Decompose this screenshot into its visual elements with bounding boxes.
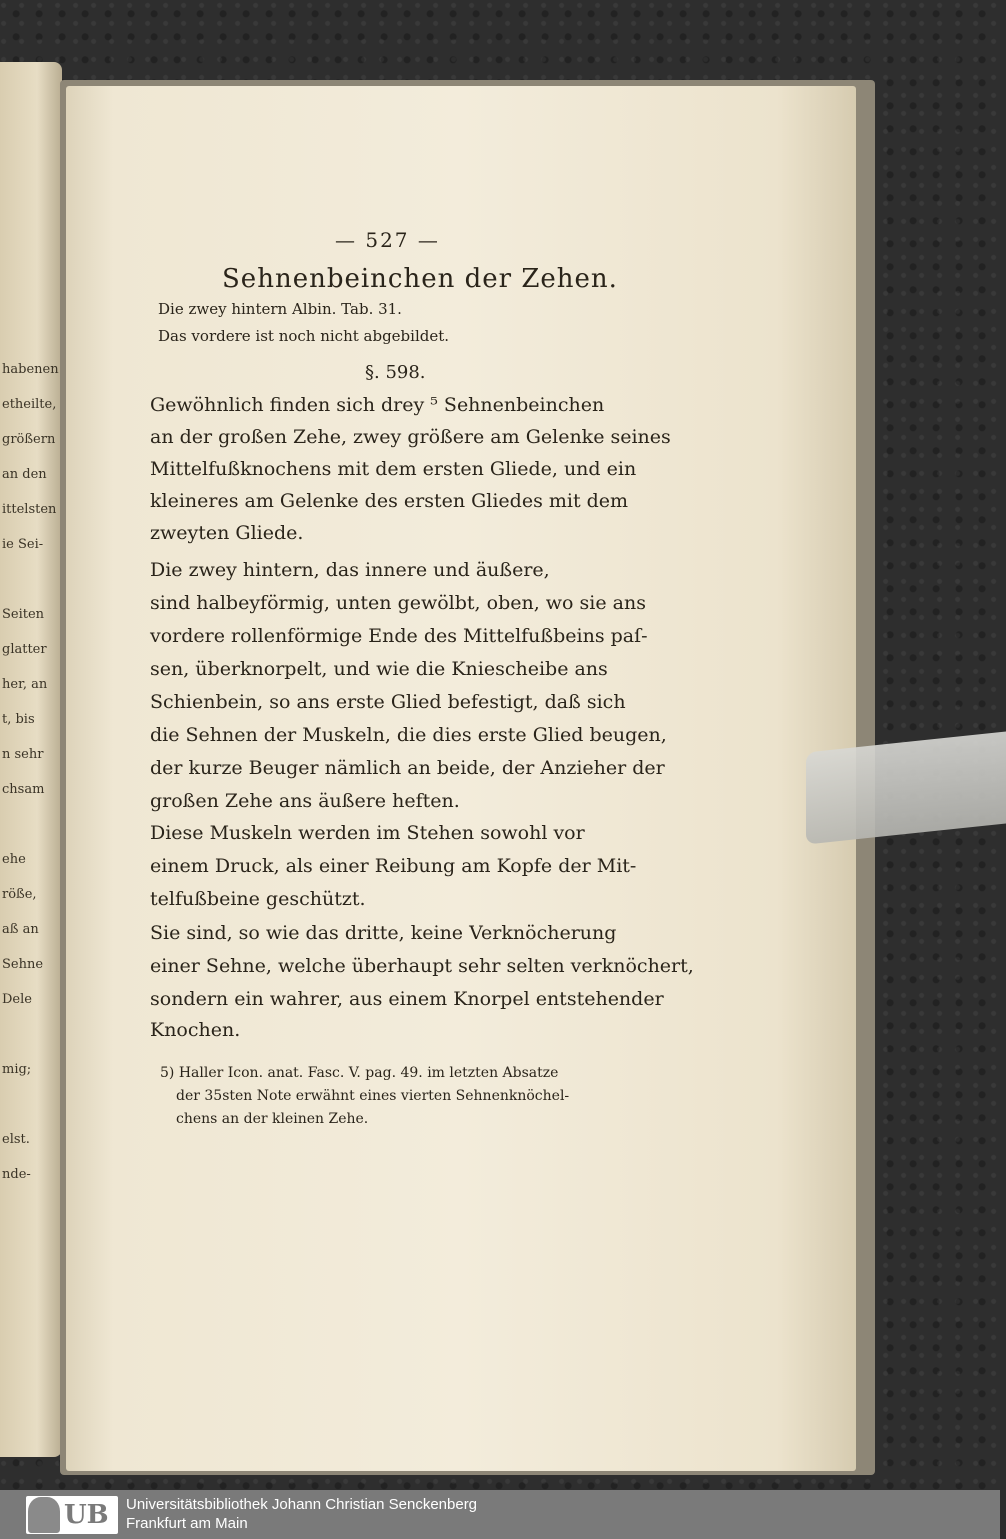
body-line: Knochen. [150,1019,241,1041]
body-line: einem Druck, als einer Reibung am Kopfe der Mit- [150,855,637,877]
previous-page-fragment: aß an [2,922,39,937]
previous-page-fragment: t, bis [2,712,35,727]
previous-page-fragment: an den [2,467,47,482]
body-line: kleineres am Gelenke des ersten Gliedes mit dem [150,490,629,512]
previous-page-fragment [2,1087,48,1122]
body-line: Sie sind, so wie das dritte, keine Verknöcherung [150,922,617,944]
library-footer [0,1490,1000,1539]
previous-page-fragment: Sehne [2,957,44,972]
previous-page-fragment: elst. [2,1132,30,1147]
previous-page-edge [0,62,62,1457]
library-logo [26,1496,118,1534]
previous-page-fragment: n sehr [2,747,44,762]
body-line: sondern ein wahrer, aus einem Knorpel entstehender [150,988,664,1010]
library-location: Frankfurt am Main [126,1515,248,1532]
page-number: — 527 — [335,228,440,252]
body-line: Die zwey hintern, das innere und äußere, [150,559,550,581]
previous-page-fragment: glatter [2,642,47,657]
library-name: Universitätsbibliothek Johann Christian Senckenberg [126,1496,478,1513]
logo-text: UB [64,1500,109,1530]
footnote-line: chens an der kleinen Zehe. [176,1111,369,1127]
previous-page-fragment: Dele [2,992,32,1007]
body-line: Mittelfußknochens mit dem ersten Gliede, und ein [150,458,637,480]
footnote-line: 5) Haller Icon. anat. Fasc. V. pag. 49. im letzten Absatze [160,1065,559,1081]
previous-page-fragment: her, an [2,677,48,692]
previous-page-fragment [2,807,48,842]
subtitle-line: Die zwey hintern Albin. Tab. 31. [158,300,402,318]
body-line: Diese Muskeln werden im Stehen sowohl vor [150,822,585,844]
body-line: vordere rollenförmige Ende des Mittelfußbeins paſ- [150,625,648,647]
body-line: sen, überknorpelt, und wie die Kniescheibe ans [150,658,608,680]
previous-page-fragment: Seiten [2,607,45,622]
body-line: an der großen Zehe, zwey größere am Gelenke seines [150,426,671,448]
body-line: einer Sehne, welche überhaupt sehr selten verknöchert, [150,955,694,977]
body-line: zweyten Gliede. [150,522,304,544]
footnote-line: der 35sten Note erwähnt eines vierten Sehnenknöchel- [176,1088,570,1104]
chapter-title: Sehnenbeinchen der Zehen. [222,264,618,294]
body-line: großen Zehe ans äußere heften. [150,790,460,812]
previous-page-text [2,352,59,1192]
previous-page-fragment [2,1017,48,1052]
portrait-icon [28,1497,60,1533]
body-line: telfußbeine geschützt. [150,888,366,910]
previous-page-fragment: mig; [2,1062,32,1077]
body-line: Gewöhnlich finden sich drey ⁵ Sehnenbeinchen [150,394,605,416]
body-line: Schienbein, so ans erste Glied befestigt, daß sich [150,691,626,713]
section-heading: §. 598. [365,362,426,383]
previous-page-fragment: röße, [2,887,37,902]
body-line: die Sehnen der Muskeln, die dies erste Glied beugen, [150,724,667,746]
previous-page-fragment: größern [2,432,56,447]
body-line: der kurze Beuger nämlich an beide, der Anzieher der [150,757,665,779]
previous-page-fragment [2,562,48,597]
previous-page-fragment: habenen [2,362,59,377]
previous-page-fragment: ittelsten [2,502,57,517]
previous-page-fragment: ie Sei- [2,537,44,552]
previous-page-fragment: etheilte, [2,397,57,412]
previous-page-fragment: ehe [2,852,26,867]
previous-page-fragment: nde- [2,1167,31,1182]
subtitle-line: Das vordere ist noch nicht abgebildet. [158,327,450,345]
previous-page-fragment: chsam [2,782,45,797]
body-line: sind halbeyförmig, unten gewölbt, oben, wo sie ans [150,592,646,614]
